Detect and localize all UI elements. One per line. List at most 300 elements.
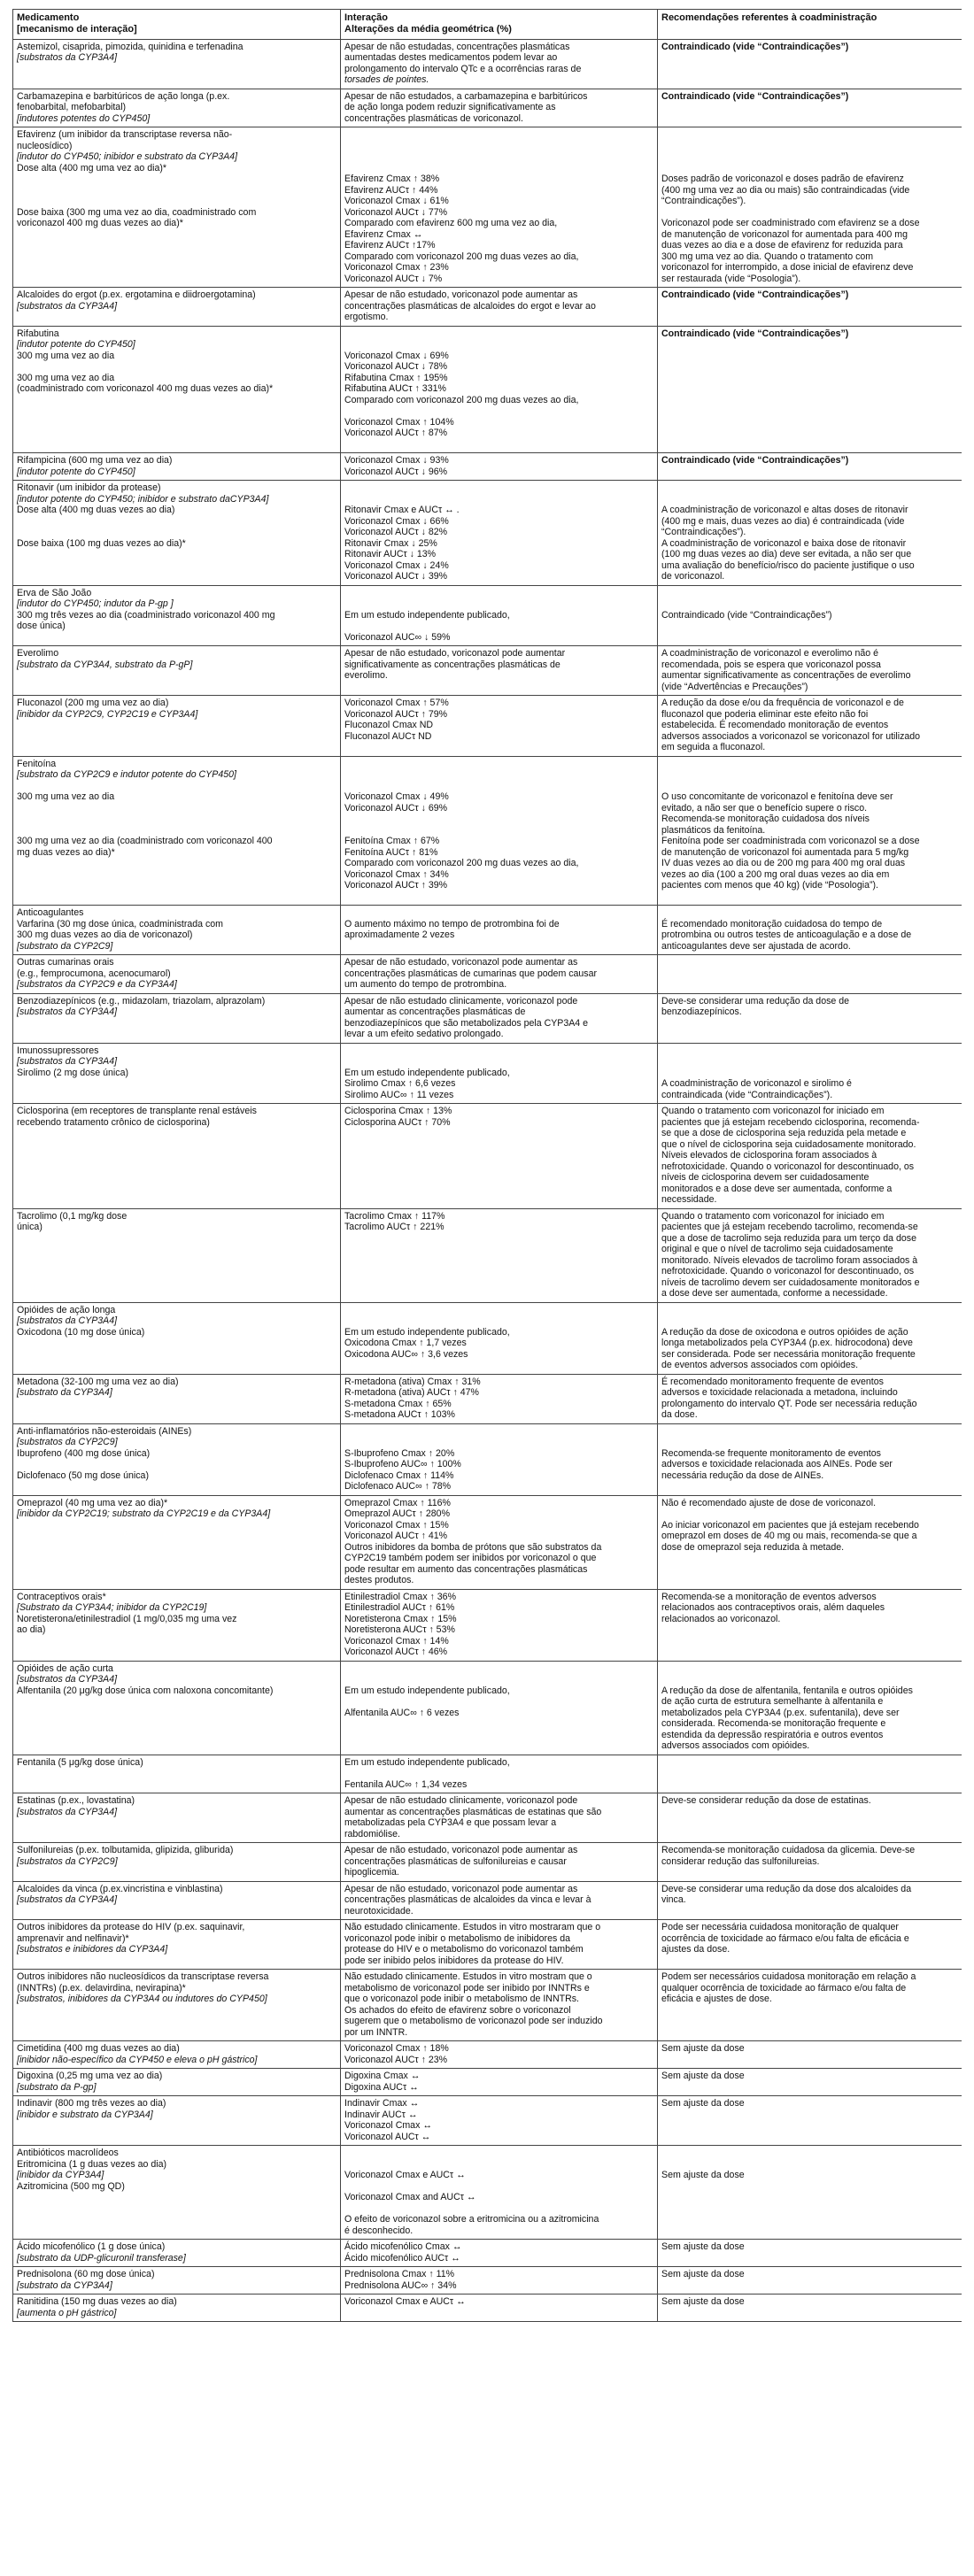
drug-cell-line: mg duas vezes ao dia)* xyxy=(17,846,115,858)
drug-cell-line: [Substrato da CYP3A4; inibidor da CYP2C19] xyxy=(17,1602,207,1614)
interaction-cell-line: Voriconazol Cmax ↑ 14% xyxy=(344,1635,449,1647)
interaction-cell-line xyxy=(344,2181,653,2193)
interaction-cell-line: Tacrolimo AUCτ ↑ 221% xyxy=(344,1222,444,1233)
recommendation-cell-line xyxy=(661,2159,958,2171)
recommendation-cell xyxy=(658,288,962,327)
drug-cell-line xyxy=(17,174,336,185)
recommendation-cell-line: A coadministração de voriconazol e baixa dose de ritonavir xyxy=(661,537,907,549)
interaction-cell xyxy=(341,1302,658,1374)
recommendation-cell-line: (400 mg e mais, duas vezes ao dia) é contraindicada (vide xyxy=(661,515,905,527)
recommendation-cell-line xyxy=(661,1315,958,1327)
drug-cell-line: Noretisterona/etinilestradiol (1 mg/0,035 mg uma vez xyxy=(17,1613,237,1624)
drug-cell-line: Dose alta (400 mg duas vezes ao dia) xyxy=(17,505,175,516)
interaction-cell xyxy=(341,585,658,646)
interaction-cell-line: Fluconazol Cmax ND xyxy=(344,720,434,731)
interaction-cell-line: levar a um efeito sedativo prolongado. xyxy=(344,1029,504,1040)
drug-cell-line xyxy=(17,803,336,814)
table-row xyxy=(13,1881,962,1920)
recommendation-cell xyxy=(658,2069,962,2096)
drug-cell-line: Cimetidina (400 mg duas vezes ao dia) xyxy=(17,2043,180,2055)
recommendation-cell xyxy=(658,1374,962,1423)
drug-cell-line: [inibidor não-específico da CYP450 e eleva o pH gástrico] xyxy=(17,2054,258,2065)
drug-cell-line xyxy=(17,395,336,406)
recommendation-cell-line: Recomenda-se monitoração cuidadosa da glicemia. Deve-se xyxy=(661,1845,916,1856)
interaction-cell-line: Voriconazol AUCτ ↑ 87% xyxy=(344,428,448,439)
drug-cell-line: [substratos da CYP2C9] xyxy=(17,1855,118,1867)
interaction-cell xyxy=(341,1793,658,1843)
interaction-cell-line: Voriconazol AUCτ ↓ 69% xyxy=(344,802,448,814)
recommendation-cell xyxy=(658,993,962,1043)
recommendation-cell xyxy=(658,2096,962,2146)
interaction-cell-line: Os achados do efeito de efavirenz sobre o voriconazol xyxy=(344,2004,571,2016)
recommendation-cell-line: de manutenção de voriconazol for aumentada para 400 mg xyxy=(661,228,908,240)
drug-cell-line: [substratos da CYP3A4] xyxy=(17,1894,118,1906)
drug-cell-line: Sulfonilureias (p.ex. tolbutamida, glipizida, gliburida) xyxy=(17,1845,234,1856)
interaction-cell-line: Apesar de não estudado clinicamente, voriconazol pode xyxy=(344,995,578,1006)
drug-cell-line: Ácido micofenólico (1 g dose única) xyxy=(17,2241,166,2253)
interaction-cell-line: Diclofenaco AUC∞ ↑ 78% xyxy=(344,1481,452,1492)
interaction-cell-line: Voriconazol Cmax e AUCτ ↔ xyxy=(344,2296,466,2308)
recommendation-cell xyxy=(658,1970,962,2041)
interaction-cell xyxy=(341,1208,658,1302)
interaction-cell-line xyxy=(344,494,653,505)
interaction-cell-line xyxy=(344,328,653,340)
table-row xyxy=(13,955,962,994)
drug-cell-line: Sirolimo (2 mg dose única) xyxy=(17,1067,128,1078)
interaction-cell-line: concentrações plasmáticas de alcaloides da vinca e levar à xyxy=(344,1894,591,1906)
table-row xyxy=(13,2294,962,2322)
recommendation-cell-line: A coadministração de voriconazol e altas doses de ritonavir xyxy=(661,505,908,516)
drug-cell-line: Efavirenz (um inibidor da transcriptase reversa não- xyxy=(17,129,233,141)
drug-cell-line: (INNTRs) (p.ex. delavirdina, nevirapina)* xyxy=(17,1982,186,1994)
drug-cell xyxy=(13,326,341,453)
drug-cell-line: Estatinas (p.ex., lovastatina) xyxy=(17,1795,135,1807)
interaction-cell-line: Voriconazol Cmax ↓ 66% xyxy=(344,515,449,527)
recommendation-cell-line: monitorado. Níveis elevados de tacrolimo foram associados à xyxy=(661,1254,918,1266)
interaction-cell-line: torsades de pointes. xyxy=(344,74,429,86)
interaction-cell-line: Apesar de não estudado, voriconazol pode aumentar as xyxy=(344,289,578,301)
interaction-cell-line: metabolizadas pela CYP3A4 e que possam levar a xyxy=(344,1817,557,1829)
interaction-cell-line: Voriconazol Cmax ↑ 15% xyxy=(344,1519,449,1531)
drug-cell-line xyxy=(17,428,336,439)
interaction-cell-line xyxy=(344,2159,653,2171)
table-row xyxy=(13,1208,962,1302)
interaction-cell-line: aproximadamente 2 vezes xyxy=(344,929,455,941)
drug-cell-line: recebendo tratamento crônico de ciclosporina) xyxy=(17,1116,210,1128)
interaction-cell-line: é desconhecido. xyxy=(344,2225,414,2236)
drug-cell xyxy=(13,1043,341,1104)
drug-cell-line: [substratos da CYP3A4] xyxy=(17,300,118,312)
interaction-cell-line: Efavirenz Cmax ↑ 38% xyxy=(344,174,440,185)
interaction-cell-line: Diclofenaco Cmax ↑ 114% xyxy=(344,1469,454,1481)
table-row xyxy=(13,453,962,481)
drug-cell-line: Ciclosporina (em receptores de transplante renal estáveis xyxy=(17,1106,257,1117)
interaction-cell-line: Apesar de não estudados, a carbamazepina e barbitúricos xyxy=(344,90,588,102)
recommendation-cell xyxy=(658,326,962,453)
drug-cell-line: [substratos da CYP3A4] xyxy=(17,1315,118,1327)
drug-cell-line: Anticoagulantes xyxy=(17,907,84,919)
recommendation-cell-line xyxy=(661,2148,958,2159)
interaction-cell-line: Ácido micofenólico Cmax ↔ xyxy=(344,2241,462,2253)
interaction-cell-line: Voriconazol Cmax ↑ 104% xyxy=(344,416,454,428)
drug-cell-line: Opióides de ação longa xyxy=(17,1304,116,1315)
recommendation-cell-line: que o nível de ciclosporina seja cuidadosamente monitorado. xyxy=(661,1138,916,1150)
drug-cell-line: 300 mg uma vez ao dia xyxy=(17,372,115,383)
recommendation-cell-line: necessária redução da dose de AINEs. xyxy=(661,1469,824,1481)
recommendation-cell-line: considerada. Recomenda-se monitoração frequente e xyxy=(661,1718,886,1730)
recommendation-cell-line: Doses padrão de voriconazol e doses padrão de efavirenz xyxy=(661,174,904,185)
header-medicamento-line-1: Medicamento xyxy=(17,12,80,23)
drug-cell-line: Alcaloides do ergot (p.ex. ergotamina e diidroergotamina) xyxy=(17,289,256,301)
drug-cell-line xyxy=(17,185,336,197)
recommendation-cell-line xyxy=(661,482,958,494)
drug-cell-line: [substratos da CYP3A4] xyxy=(17,52,118,64)
drug-cell xyxy=(13,2069,341,2096)
interaction-cell-line: Noretisterona Cmax ↑ 15% xyxy=(344,1613,457,1624)
recommendation-cell-line xyxy=(661,1508,958,1520)
recommendation-cell-line: Ao iniciar voriconazol em pacientes que já estejam recebendo xyxy=(661,1519,919,1531)
drug-cell-line: [inibidor da CYP2C19; substrato da CYP2C19 e da CYP3A4] xyxy=(17,1508,271,1520)
drug-cell-line: Azitromicina (500 mg QD) xyxy=(17,2180,125,2192)
recommendation-cell-line xyxy=(661,1305,958,1316)
interaction-cell-line: Indinavir Cmax ↔ xyxy=(344,2098,420,2109)
drug-cell xyxy=(13,585,341,646)
table-row xyxy=(13,2267,962,2294)
recommendation-cell-line: Deve-se considerar redução da dose de estatinas. xyxy=(661,1795,871,1807)
drug-cell-line: [indutor potente do CYP450; inibidor e substrato daCYP3A4] xyxy=(17,493,269,505)
table-row xyxy=(13,2069,962,2096)
table-row xyxy=(13,288,962,327)
interaction-cell-line: Oxicodona Cmax ↑ 1,7 vezes xyxy=(344,1338,467,1349)
interaction-cell-line: Fenitoína Cmax ↑ 67% xyxy=(344,836,440,847)
drug-cell-line xyxy=(17,571,336,582)
interaction-cell-line: significativamente as concentrações plasmáticas de xyxy=(344,659,560,670)
recommendation-cell xyxy=(658,1881,962,1920)
table-row xyxy=(13,127,962,288)
recommendation-cell-line: original e que o nível de tacrolimo seja cuidadosamente xyxy=(661,1244,893,1255)
drug-cell-line: Imunossupressores xyxy=(17,1045,99,1056)
header-interacao xyxy=(341,10,658,40)
interaction-cell-line xyxy=(344,1768,653,1779)
recommendation-cell-line: Níveis elevados de ciclosporina foram associados à xyxy=(661,1150,877,1161)
drug-cell-line xyxy=(17,229,336,241)
interaction-cell-line xyxy=(344,759,653,770)
drug-cell-line xyxy=(17,880,336,891)
recommendation-cell-line: O uso concomitante de voriconazol e fenitoína deve ser xyxy=(661,791,893,803)
recommendation-cell-line: plasmáticos da fenitoína. xyxy=(661,824,766,836)
recommendation-cell-line: É recomendado monitoração cuidadosa do tempo de xyxy=(661,918,883,929)
drug-cell-line: [substratos, inibidores da CYP3A4 ou indutores do CYP450] xyxy=(17,1994,267,2005)
interaction-cell-line xyxy=(344,339,653,351)
recommendation-cell-line: contraindicada (vide “Contraindicações”). xyxy=(661,1089,833,1100)
recommendation-cell-line: relacionados aos contraceptivos orais, além daqueles xyxy=(661,1602,885,1614)
drug-cell xyxy=(13,1374,341,1423)
recommendation-cell-line xyxy=(661,163,958,174)
recommendation-cell-line: fluconazol que poderia eliminar este efeito não foi xyxy=(661,708,869,720)
drug-cell-line xyxy=(17,240,336,251)
drug-cell-line xyxy=(17,814,336,825)
drug-cell xyxy=(13,1843,341,1882)
drug-cell-line: Contraceptivos orais* xyxy=(17,1591,106,1602)
recommendation-cell-line xyxy=(661,781,958,792)
drug-cell-line: (coadministrado com voriconazol 400 mg duas vezes ao dia)* xyxy=(17,383,274,395)
interaction-cell-line: Ritonavir Cmax ↓ 25% xyxy=(344,537,437,549)
interaction-cell-line: CYP2C19 também podem ser inibidos por voriconazol o que xyxy=(344,1553,597,1564)
interaction-cell-line: pode resultar em aumento das concentrações plasmáticas xyxy=(344,1563,588,1575)
interaction-cell-line: Fentanila AUC∞ ↑ 1,34 vezes xyxy=(344,1778,468,1790)
recommendation-cell-line: nefrotoxicidade. Quando o voriconazol for descontinuado, os xyxy=(661,1266,915,1277)
interaction-cell xyxy=(341,1374,658,1423)
interaction-cell-line xyxy=(344,2203,653,2215)
header-medicamento xyxy=(13,10,341,40)
drug-cell-line: [substratos e inibidores da CYP3A4] xyxy=(17,1944,168,1955)
drug-cell xyxy=(13,2267,341,2294)
interaction-cell-line: Ritonavir AUCτ ↓ 13% xyxy=(344,549,437,560)
recommendation-cell xyxy=(658,646,962,696)
table-row xyxy=(13,2041,962,2069)
drug-cell-line xyxy=(17,549,336,560)
recommendation-cell xyxy=(658,1423,962,1495)
drug-cell-line: Prednisolona (60 mg dose única) xyxy=(17,2269,155,2280)
interaction-cell-line: Não estudado clinicamente. Estudos in vitro mostram que o xyxy=(344,1971,592,1983)
interaction-cell xyxy=(341,955,658,994)
recommendation-cell-line: Sem ajuste da dose xyxy=(661,2170,745,2181)
drug-cell-line xyxy=(17,1459,336,1470)
recommendation-cell-line: Sem ajuste da dose xyxy=(661,2241,745,2253)
interaction-cell-line: Fluconazol AUCτ ND xyxy=(344,730,432,742)
recommendation-cell xyxy=(658,585,962,646)
recommendation-cell-line: aumentar significativamente as concentrações de everolimo xyxy=(661,670,911,682)
interaction-cell-line: Voriconazol AUCτ ↑ 41% xyxy=(344,1531,448,1542)
recommendation-cell-line xyxy=(661,957,958,968)
drug-cell xyxy=(13,1423,341,1495)
interaction-cell-line: Ciclosporina Cmax ↑ 13% xyxy=(344,1106,452,1117)
recommendation-cell-line: qualquer ocorrência de toxicidade ao fármaco e/ou falta de xyxy=(661,1982,907,1994)
document-page xyxy=(12,9,962,2558)
drug-cell-line: [substrato da UDP-glicuronil transferase] xyxy=(17,2252,186,2264)
interaction-cell-line: Voriconazol Cmax and AUCτ ↔ xyxy=(344,2192,476,2203)
drug-cell-line: [aumenta o pH gástrico] xyxy=(17,2307,117,2318)
drug-cell-line: [indutor potente do CYP450] xyxy=(17,466,135,477)
recommendation-cell xyxy=(658,39,962,89)
recommendation-cell-line: necessidade. xyxy=(661,1194,717,1206)
interaction-cell xyxy=(341,288,658,327)
recommendation-cell-line: Sem ajuste da dose xyxy=(661,2071,745,2082)
interaction-cell-line: Oxicodona AUC∞ ↑ 3,6 vezes xyxy=(344,1348,468,1360)
recommendation-cell-line: IV duas vezes ao dia ou de 200 mg para 400 mg oral duas xyxy=(661,858,906,869)
interaction-cell-line: Em um estudo independente publicado, xyxy=(344,609,510,621)
recommendation-cell-line xyxy=(661,759,958,770)
interaction-cell xyxy=(341,326,658,453)
drug-cell-line: Metadona (32-100 mg uma vez ao dia) xyxy=(17,1376,179,1387)
interaction-cell-line xyxy=(344,1056,653,1068)
recommendation-cell-line: Sem ajuste da dose xyxy=(661,2269,745,2280)
recommendation-cell-line: vezes ao dia (100 a 200 mg oral duas vezes ao dia em xyxy=(661,868,890,880)
interaction-cell-line: destes produtos. xyxy=(344,1575,414,1586)
drug-cell-line: Indinavir (800 mg três vezes ao dia) xyxy=(17,2098,166,2109)
recommendation-cell-line: de manutenção de voriconazol foi aumentada para 5 mg/kg xyxy=(661,846,909,858)
recommendation-cell-line: (vide “Advertências e Precauções”) xyxy=(661,681,808,692)
drug-cell-line: [substrato da CYP3A4] xyxy=(17,1387,112,1399)
interaction-cell-line: Omeprazol Cmax ↑ 116% xyxy=(344,1497,451,1508)
drug-cell-line: Opióides de ação curta xyxy=(17,1662,113,1674)
interaction-cell-line: Fenitoína AUCτ ↑ 81% xyxy=(344,846,438,858)
interaction-cell-line: ergotismo. xyxy=(344,312,389,323)
drug-cell-line xyxy=(17,262,336,274)
drug-cell-line xyxy=(17,251,336,263)
interaction-cell-line: Digoxina Cmax ↔ xyxy=(344,2071,421,2082)
recommendation-cell-line: Contraindicado (vide “Contraindicações”) xyxy=(661,90,849,102)
interaction-cell-line: S-Ibuprofeno AUC∞ ↑ 100% xyxy=(344,1459,461,1470)
interaction-cell xyxy=(341,1423,658,1495)
recommendation-cell-line: adversos associados a voriconazol se voriconazol for utilizado xyxy=(661,730,921,742)
recommendation-cell-line: metabolizados pela CYP3A4 (p.ex. sufentanila), deve ser xyxy=(661,1707,900,1718)
interaction-cell-line: Ritonavir Cmax e AUCτ ↔ . xyxy=(344,505,460,516)
recommendation-cell-line: evitado, a não ser que o benefício supere o risco. xyxy=(661,802,868,814)
recommendation-cell-line xyxy=(661,1663,958,1675)
interaction-cell-line: R-metadona (ativa) AUCτ ↑ 47% xyxy=(344,1387,479,1399)
recommendation-cell-line: A coadministração de voriconazol e sirolimo é xyxy=(661,1078,852,1090)
interaction-cell xyxy=(341,2096,658,2146)
drug-cell-line: ao dia) xyxy=(17,1624,46,1636)
drug-cell-line: voriconazol 400 mg duas vezes ao dia)* xyxy=(17,218,183,229)
drug-cell-line: [inibidor da CYP3A4] xyxy=(17,2170,104,2181)
drug-cell-line: Alfentanila (20 μg/kg dose única com naloxona concomitante) xyxy=(17,1685,274,1696)
drug-cell xyxy=(13,127,341,288)
interaction-cell xyxy=(341,1043,658,1104)
interaction-cell-line: Efavirenz Cmax ↔ xyxy=(344,228,423,240)
interaction-cell-line: Comparado com voriconazol 200 mg duas vezes ao dia, xyxy=(344,394,579,405)
drug-cell-line xyxy=(17,405,336,417)
recommendation-cell-line: estendida da depressão respiratória e outros eventos xyxy=(661,1729,884,1740)
interaction-cell-line: Prednisolona Cmax ↑ 11% xyxy=(344,2269,455,2280)
drug-cell-line xyxy=(17,869,336,881)
recommendation-cell-line: de eventos adversos associados com opióides. xyxy=(661,1360,859,1371)
interaction-cell-line xyxy=(344,129,653,141)
interaction-cell xyxy=(341,481,658,586)
drug-cell-line: Antibióticos macrolídeos xyxy=(17,2148,119,2159)
interaction-cell-line: Noretisterona AUCτ ↑ 53% xyxy=(344,1624,455,1636)
interaction-cell-line xyxy=(344,588,653,599)
recommendation-cell xyxy=(658,1920,962,1970)
recommendation-cell-line: adversos e toxicidade relacionada a metadona, incluindo xyxy=(661,1387,898,1399)
drug-cell-line xyxy=(17,516,336,528)
interaction-cell-line: Em um estudo independente publicado, xyxy=(344,1685,510,1696)
recommendation-cell-line xyxy=(661,907,958,919)
table-row xyxy=(13,585,962,646)
interaction-cell-line: Voriconazol AUCτ ↓ 77% xyxy=(344,206,448,218)
recommendation-cell-line: ser considerada. Pode ser necessária monitoração frequente xyxy=(661,1348,916,1360)
table-row xyxy=(13,2096,962,2146)
drug-cell xyxy=(13,1661,341,1755)
recommendation-cell-line: voriconazol for interrompido, a dose inicial de efavirenz deve xyxy=(661,262,914,274)
drug-cell-line: Astemizol, cisaprida, pimozida, quinidina e terfenadina xyxy=(17,41,244,52)
recommendation-cell-line xyxy=(661,494,958,505)
interaction-cell-line xyxy=(344,598,653,610)
interaction-cell-line: Tacrolimo Cmax ↑ 117% xyxy=(344,1210,445,1222)
table-row xyxy=(13,1495,962,1589)
recommendation-cell xyxy=(658,89,962,127)
drug-cell-line xyxy=(17,858,336,869)
interaction-cell-line: S-metadona AUCτ ↑ 103% xyxy=(344,1409,455,1421)
interaction-cell-line: Voriconazol AUCτ ↓ 7% xyxy=(344,273,443,284)
interaction-cell-line: Efavirenz AUCτ ↑ 44% xyxy=(344,184,438,196)
interaction-cell xyxy=(341,2294,658,2322)
drug-cell xyxy=(13,2294,341,2322)
drug-cell-line xyxy=(17,1481,336,1492)
drug-cell-line xyxy=(17,560,336,572)
recommendation-cell-line: vinca. xyxy=(661,1894,686,1906)
interaction-cell-line: aumentadas destes medicamentos podem levar ao xyxy=(344,52,558,64)
interaction-cell-line: Voriconazol Cmax ↓ 93% xyxy=(344,455,449,467)
table-row xyxy=(13,2146,962,2240)
recommendation-cell-line: Contraindicado (vide “Contraindicações”) xyxy=(661,609,832,621)
table-row xyxy=(13,696,962,757)
recommendation-cell-line: níveis de tacrolimo devem ser cuidadosamente monitorados e xyxy=(661,1276,920,1288)
recommendation-cell-line: Contraindicado (vide “Contraindicações”) xyxy=(661,289,849,301)
interaction-cell xyxy=(341,1920,658,1970)
interaction-cell-line xyxy=(344,482,653,494)
interaction-cell-line: que o voriconazol pode inibir o metabolismo de INNTRs. xyxy=(344,1994,579,2005)
recommendation-cell-line xyxy=(661,129,958,141)
interaction-cell xyxy=(341,1970,658,2041)
interaction-cell-line xyxy=(344,163,653,174)
drug-cell-line: [indutores potentes do CYP450] xyxy=(17,112,151,124)
interaction-cell-line: Não estudado clinicamente. Estudos in vitro mostraram que o xyxy=(344,1922,601,1933)
interaction-cell-line: Etinilestradiol AUCτ ↑ 61% xyxy=(344,1602,455,1614)
recommendation-cell-line xyxy=(661,1437,958,1448)
interaction-cell-line xyxy=(344,405,653,417)
drug-cell-line: [substrato da CYP2C9 e indutor potente do CYP450] xyxy=(17,769,236,781)
recommendation-cell xyxy=(658,756,962,906)
drug-cell xyxy=(13,2041,341,2069)
recommendation-cell-line: eficácia e ajustes de dose. xyxy=(661,1994,772,2005)
interaction-cell xyxy=(341,646,658,696)
interaction-cell-line: Ciclosporina AUCτ ↑ 70% xyxy=(344,1116,451,1128)
interaction-cell-line xyxy=(344,907,653,919)
interaction-cell-line: Digoxina AUCτ ↔ xyxy=(344,2081,419,2093)
drug-cell xyxy=(13,481,341,586)
recommendation-cell-line: A coadministração de voriconazol e everolimo não é xyxy=(661,648,878,659)
drug-cell-line: Anti-inflamatórios não-esteroidais (AINEs) xyxy=(17,1425,192,1437)
recommendation-cell-line: de voriconazol. xyxy=(661,571,725,582)
interaction-cell-line: Alfentanila AUC∞ ↑ 6 vezes xyxy=(344,1707,460,1718)
drug-cell-line xyxy=(17,196,336,207)
drug-cell-line: [inibidor e substrato da CYP3A4] xyxy=(17,2109,153,2120)
drug-cell-line: [substrato da P-gp] xyxy=(17,2081,97,2093)
recommendation-cell-line: A redução da dose de oxicodona e outros opióides de ação xyxy=(661,1326,908,1338)
drug-cell xyxy=(13,39,341,89)
interaction-cell-line: concentrações plasmáticas de alcaloides do ergot e levar ao xyxy=(344,300,596,312)
drug-cell-line: 300 mg uma vez ao dia xyxy=(17,791,115,803)
interaction-cell xyxy=(341,39,658,89)
drug-cell-line: [substrato da CYP3A4, substrato da P-gP] xyxy=(17,659,193,670)
interaction-cell-line: Rifabutina Cmax ↑ 195% xyxy=(344,372,448,383)
table-row xyxy=(13,1793,962,1843)
drug-cell-line: 300 mg três vezes ao dia (coadministrado voriconazol 400 mg xyxy=(17,609,275,621)
interaction-cell-line: hipoglicemia. xyxy=(344,1867,399,1878)
interaction-cell-line: pode ser inibido pelos inibidores da protease do HIV. xyxy=(344,1955,564,1966)
recommendation-cell-line: adversos associados com opióides. xyxy=(661,1740,810,1752)
interaction-cell-line xyxy=(344,1305,653,1316)
recommendation-cell-line xyxy=(661,1674,958,1685)
interaction-cell-line: Prednisolona AUC∞ ↑ 34% xyxy=(344,2279,457,2291)
recommendation-cell-line: longa metabolizados pela CYP3A4 (p.ex. hidrocodona) deve xyxy=(661,1338,913,1349)
recommendation-cell-line: Pode ser necessária cuidadosa monitoração de qualquer xyxy=(661,1922,899,1933)
table-body xyxy=(13,39,962,2322)
interaction-cell-line: Ácido micofenólico AUCτ ↔ xyxy=(344,2252,460,2264)
drug-cell-line: [substrato da CYP3A4] xyxy=(17,2279,112,2291)
